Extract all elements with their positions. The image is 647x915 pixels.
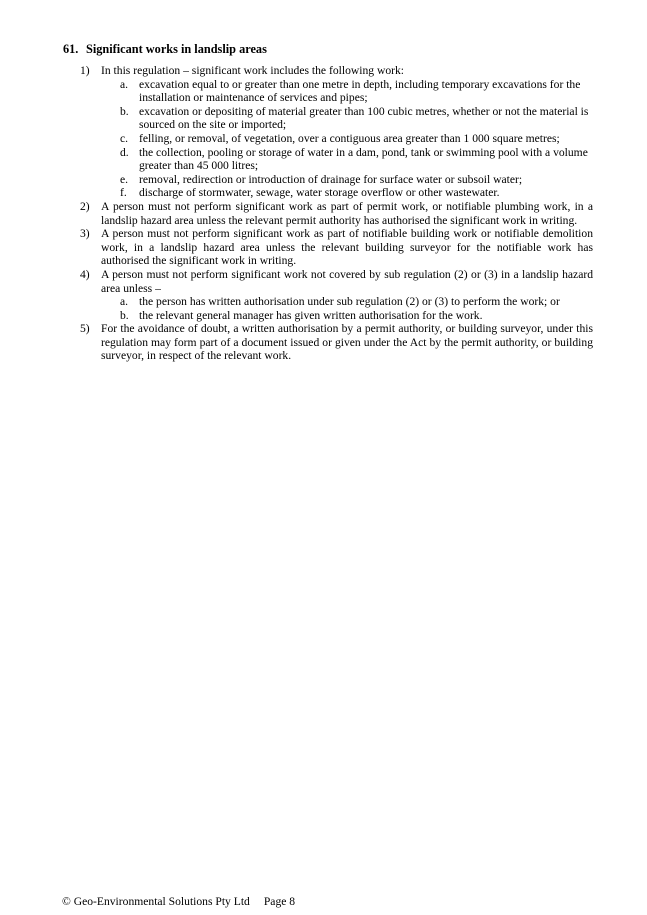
section-heading [63, 42, 267, 57]
subitem-letter: d. [120, 145, 129, 159]
item-number: 3) [80, 227, 90, 241]
subitem-4b [80, 309, 593, 323]
regulation-item-4 [80, 268, 593, 295]
subitem-1e [80, 173, 593, 187]
item-text: In this regulation – significant work includes the following work: [101, 64, 404, 77]
subitem-letter: e. [120, 172, 129, 186]
subitem-1f [80, 186, 593, 200]
page-footer [62, 895, 295, 909]
section-title: Significant works in landslip areas [86, 42, 267, 56]
item-number: 5) [80, 322, 90, 336]
subitem-text: excavation equal to or greater than one metre in depth, including temporary excavations for the installation or maintenance of services and pipes; [139, 77, 581, 105]
subitem-text: felling, or removal, of vegetation, over a contiguous area greater than 1 000 square metres; [139, 131, 560, 145]
subitem-text: discharge of stormwater, sewage, water storage overflow or other wastewater. [139, 186, 500, 200]
item-text: A person must not perform significant work as part of notifiable building work or notifiable demolition work, in a landslip hazard area unless the relevant building surveyor for the notifiable work has authorised the significant work in writing. [101, 227, 593, 268]
item-number: 1) [80, 64, 90, 77]
section-number: 61. [63, 42, 79, 56]
subitem-1b [80, 105, 593, 132]
subitem-4a [80, 295, 593, 309]
subitem-text: the relevant general manager has given written authorisation for the work. [139, 308, 483, 322]
subitem-1d [80, 146, 593, 173]
subitem-text: the person has written authorisation under sub regulation (2) or (3) to perform the work; or [139, 295, 560, 309]
regulation-item-1 [80, 64, 593, 78]
page-number: Page 8 [263, 895, 296, 908]
regulation-item-5 [80, 322, 593, 363]
regulation-body [80, 64, 593, 363]
subitem-letter: c. [120, 131, 129, 145]
item-number: 2) [80, 199, 90, 213]
subitem-text: the collection, pooling or storage of water in a dam, pond, tank or swimming pool with a volume greater than 45 000 litres; [139, 145, 588, 173]
item-text: For the avoidance of doubt, a written authorisation by a permit authority, or building surveyor, under this regulation may form part of a document issued or given under the Act by the permit authority, or building surveyor, in respect of the relevant work. [101, 322, 593, 363]
item-number: 4) [80, 267, 90, 281]
item-text: A person must not perform significant work as part of permit work, or notifiable plumbing work, in a landslip hazard area unless the relevant permit authority has authorised the significant work in writing. [101, 199, 593, 227]
subitem-letter: f. [120, 186, 127, 200]
subitem-text: removal, redirection or introduction of drainage for surface water or subsoil water; [139, 172, 523, 186]
subitem-letter: b. [120, 308, 129, 322]
subitem-1c [80, 132, 593, 146]
regulation-item-2 [80, 200, 593, 227]
subitem-text: excavation or depositing of material greater than 100 cubic metres, whether or not the material is sourced on the site or imported; [139, 104, 589, 132]
subitem-1a [80, 78, 593, 105]
regulation-item-3 [80, 227, 593, 268]
subitem-letter: a. [120, 77, 129, 91]
subitem-letter: b. [120, 104, 129, 118]
footer-copyright: © Geo-Environmental Solutions Pty Ltd [62, 895, 250, 908]
subitem-letter: a. [120, 295, 129, 309]
item-text: A person must not perform significant work not covered by sub regulation (2) or (3) in a landslip hazard area unless – [101, 267, 593, 295]
